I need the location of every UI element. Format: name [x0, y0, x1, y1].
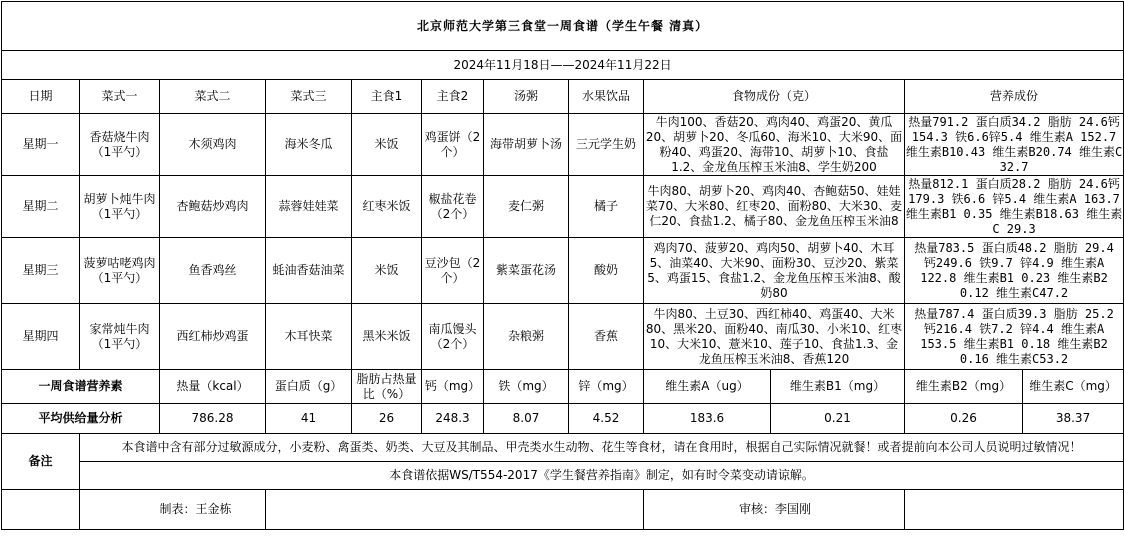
average-row	[2, 404, 1124, 434]
dish3-cell: 木耳快菜	[266, 304, 352, 370]
footer-spacer-right	[905, 490, 1124, 530]
staple2-cell: 南瓜馒头（2个）	[422, 304, 484, 370]
col-header-fruit: 水果饮品	[569, 80, 644, 114]
day-label: 星期三	[2, 238, 80, 304]
summary-col-iron: 铁（mg）	[484, 370, 569, 404]
day-label: 星期二	[2, 176, 80, 238]
dish1-cell	[80, 304, 160, 370]
average-iron: 8.07	[484, 404, 569, 434]
footer-reviewer: 审核：李国刚	[644, 490, 905, 530]
col-header-dish2: 菜式二	[160, 80, 266, 114]
dish1-name: 香菇烧牛肉	[89, 129, 150, 144]
average-zinc: 4.52	[569, 404, 644, 434]
remarks-row-1	[2, 434, 1124, 462]
col-header-staple2: 主食2	[422, 80, 484, 114]
average-vitamin-b1: 0.21	[771, 404, 905, 434]
ingredients-cell: 牛肉80、土豆30、西红柿40、鸡蛋40、大米80、黑米20、面粉40、南瓜30、小米10、红枣10、大米10、薏米10、莲子10、食盐1.3、金龙鱼压榨玉米油8、香蕉120	[644, 304, 905, 370]
col-header-dish3: 菜式三	[266, 80, 352, 114]
table-row	[2, 114, 1124, 176]
summary-col-calcium: 钙（mg）	[422, 370, 484, 404]
staple2-cell: 椒盐花卷（2个）	[422, 176, 484, 238]
nutrition-cell: 热量812.1 蛋白质28.2 脂肪 24.6钙179.3 铁6.6 锌5.4 维生素A 163.7 维生素B1 0.35 维生素B18.63 维生素C 29.3	[905, 176, 1123, 236]
dish1-name: 胡萝卜炖牛肉	[83, 191, 156, 206]
ingredients-cell: 鸡肉70、菠萝20、鸡肉50、胡萝卜40、木耳5、油菜40、大米90、面粉30、豆沙20、紫菜5、鸡蛋15、食盐1.2、金龙鱼压榨玉米油8、酸奶80	[644, 238, 905, 304]
footer-blank	[2, 490, 80, 530]
staple1-cell: 红枣米饭	[352, 176, 422, 238]
ingredients-cell: 牛肉80、胡萝卜20、鸡肉40、杏鲍菇50、娃娃菜70、大米80、红枣20、面粉80、大米30、麦仁20、食盐1.2、橘子80、金龙鱼压榨玉米油8	[644, 176, 905, 238]
dish1-cell	[80, 114, 160, 176]
summary-col-fat-ratio: 脂肪占热量比（%）	[352, 370, 422, 404]
remarks-line-allergen: 本食谱中含有部分过敏源成分，小麦粉、禽蛋类、奶类、大豆及其制品、甲壳类水生动物、花生等食材，请在食用时，根据自己实际情况就餐！或者提前向本公司人员说明过敏情况！	[80, 434, 1124, 462]
average-calcium: 248.3	[422, 404, 484, 434]
col-header-ingredients: 食物成份（克）	[644, 80, 905, 114]
average-protein: 41	[266, 404, 352, 434]
summary-col-zinc: 锌（mg）	[569, 370, 644, 404]
col-header-dish1: 菜式一	[80, 80, 160, 114]
col-header-soup: 汤粥	[484, 80, 569, 114]
page-title: 北京师范大学第三食堂一周食谱（学生午餐 清真）	[2, 2, 1124, 51]
summary-col-vitamin-c: 维生素C（mg）	[1023, 370, 1124, 404]
table-row	[2, 176, 1124, 238]
dish1-name: 菠萝咕咾鸡肉	[83, 255, 156, 270]
dish1-cell	[80, 176, 160, 238]
average-fat-ratio: 26	[352, 404, 422, 434]
day-label: 星期一	[2, 114, 80, 176]
nutrition-cell: 热量787.4 蛋白质39.3 脂肪 25.2 钙216.4 铁7.2 锌4.4 维生素A 153.5 维生素B1 0.18 维生素B2 0.16 维生素C53.2	[905, 304, 1124, 370]
dish1-cell	[80, 238, 160, 304]
footer-row	[2, 490, 1124, 530]
summary-col-vitamin-b1: 维生素B1（mg）	[771, 370, 905, 404]
summary-col-vitamin-a: 维生素A（ug）	[644, 370, 771, 404]
soup-cell: 紫菜蛋花汤	[484, 238, 569, 304]
date-range: 2024年11月18日——2024年11月22日	[2, 51, 1124, 80]
col-header-nutrition: 营养成份	[905, 80, 1124, 114]
ingredients-cell: 牛肉100、香菇20、鸡肉40、鸡蛋20、黄瓜20、胡萝卜20、冬瓜60、海米10、大米90、面粉40、鸡蛋20、海带10、胡萝卜10、食盐1.2、金龙鱼压榨玉米油8、学生奶200	[644, 114, 905, 176]
average-energy: 786.28	[160, 404, 266, 434]
fruit-cell: 酸奶	[569, 238, 644, 304]
soup-cell: 麦仁粥	[484, 176, 569, 238]
average-vitamin-a: 183.6	[644, 404, 771, 434]
dish2-cell: 杏鲍菇炒鸡肉	[160, 176, 266, 238]
staple1-cell: 黑米米饭	[352, 304, 422, 370]
dish1-name: 家常炖牛肉	[89, 321, 150, 336]
dish1-portion: （1平勺）	[91, 144, 148, 159]
dish1-portion: （1平勺）	[91, 270, 148, 285]
remarks-label: 备注	[2, 434, 80, 490]
fruit-cell: 三元学生奶	[569, 114, 644, 176]
summary-col-energy: 热量（kcal）	[160, 370, 266, 404]
soup-cell: 杂粮粥	[484, 304, 569, 370]
staple2-cell: 豆沙包（2个）	[422, 238, 484, 304]
dish1-portion: （1平勺）	[91, 206, 148, 221]
nutrition-cell: 热量783.5 蛋白质48.2 脂肪 29.4 钙249.6 铁9.7 锌4.9 维生素A 122.8 维生素B1 0.23 维生素B2 0.12 维生素C47.2	[905, 238, 1124, 304]
staple1-cell: 米饭	[352, 114, 422, 176]
footer-maker: 制表：王金栋	[80, 490, 266, 530]
remarks-row-2	[2, 462, 1124, 490]
dish2-cell: 西红柿炒鸡蛋	[160, 304, 266, 370]
dish3-cell: 海米冬瓜	[266, 114, 352, 176]
remarks-line-standard: 本食谱依据WS/T554-2017《学生餐营养指南》制定，如有时令菜变动请谅解。	[80, 462, 1124, 490]
average-vitamin-b2: 0.26	[905, 404, 1023, 434]
table-row	[2, 238, 1124, 304]
header-row	[2, 80, 1124, 114]
col-header-staple1: 主食1	[352, 80, 422, 114]
dish2-cell: 木须鸡肉	[160, 114, 266, 176]
dish2-cell: 鱼香鸡丝	[160, 238, 266, 304]
fruit-cell: 橘子	[569, 176, 644, 238]
dish1-portion: （1平勺）	[91, 336, 148, 351]
summary-header-row	[2, 370, 1124, 404]
staple2-cell: 鸡蛋饼（2个）	[422, 114, 484, 176]
soup-cell: 海带胡萝卜汤	[484, 114, 569, 176]
col-header-date: 日期	[2, 80, 80, 114]
staple1-cell: 米饭	[352, 238, 422, 304]
summary-label: 一周食谱营养素	[2, 370, 160, 404]
summary-col-vitamin-b2: 维生素B2（mg）	[905, 370, 1023, 404]
average-vitamin-c: 38.37	[1023, 404, 1124, 434]
nutrition-cell: 热量791.2 蛋白质34.2 脂肪 24.6钙154.3 铁6.6锌5.4 维生素A 152.7 维生素B10.43 维生素B20.74 维生素C 32.7	[905, 114, 1123, 174]
fruit-cell: 香蕉	[569, 304, 644, 370]
average-label: 平均供给量分析	[2, 404, 160, 434]
dish3-cell: 蚝油香菇油菜	[266, 238, 352, 304]
day-label: 星期四	[2, 304, 80, 370]
summary-col-protein: 蛋白质（g）	[266, 370, 352, 404]
dish3-cell: 蒜蓉娃娃菜	[266, 176, 352, 238]
table-row	[2, 304, 1124, 370]
menu-table	[1, 1, 1124, 530]
footer-spacer	[266, 490, 644, 530]
